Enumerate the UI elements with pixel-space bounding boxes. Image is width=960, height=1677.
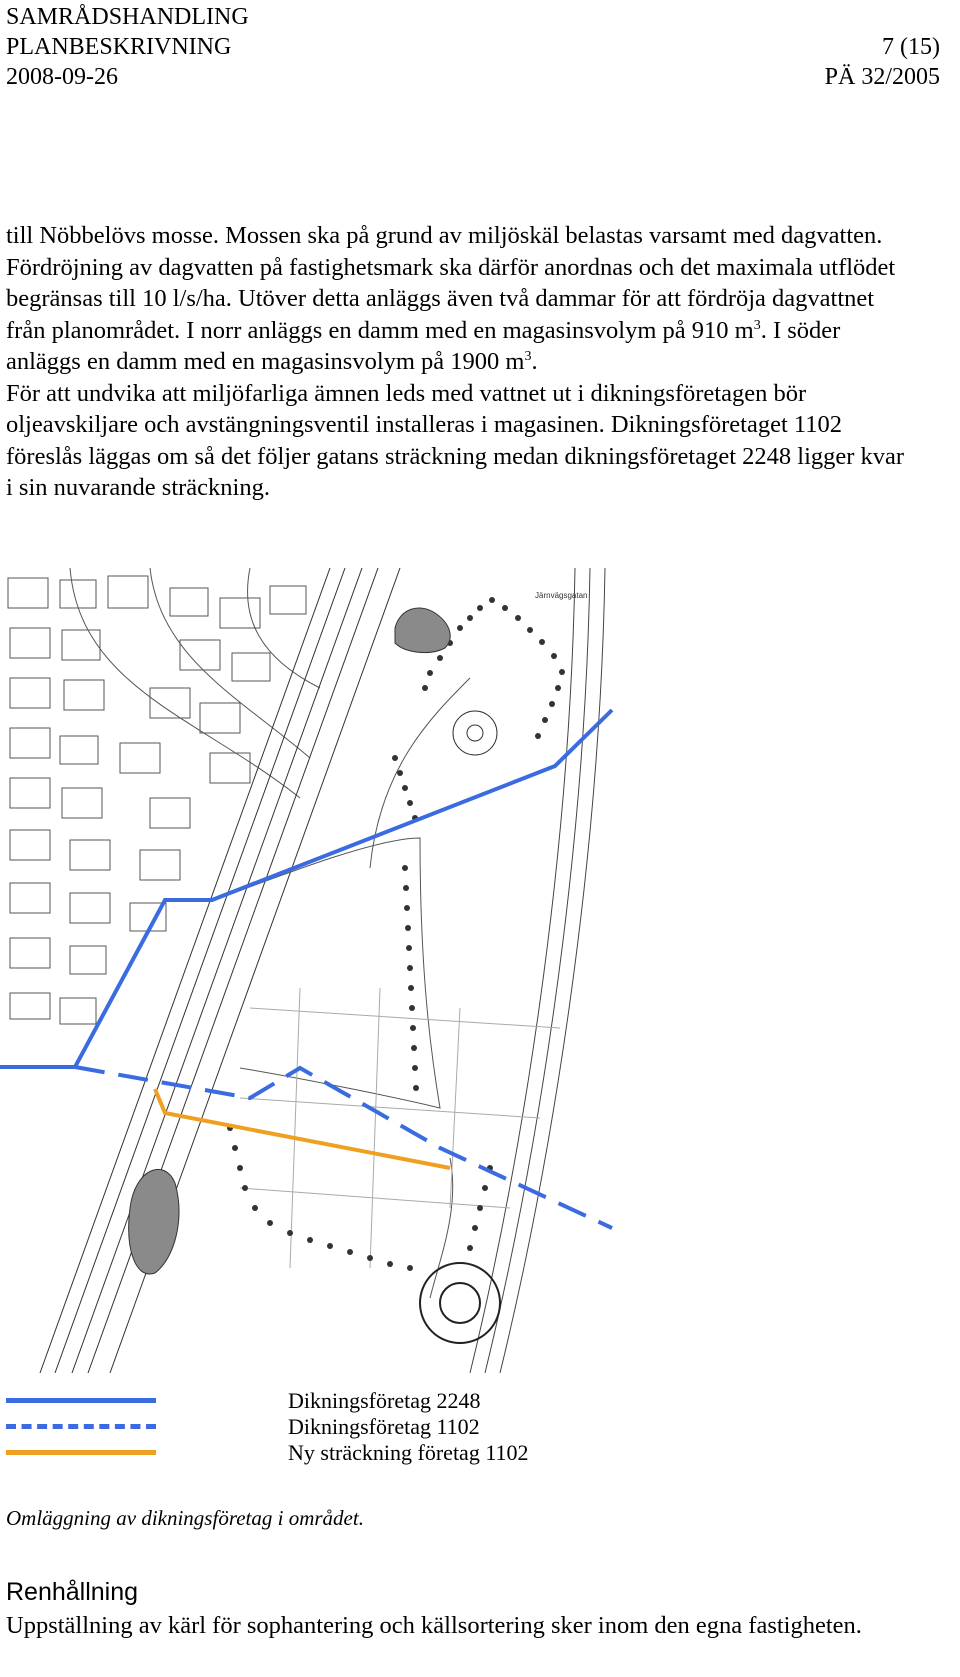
- street-label: Järnvägsgatan: [535, 591, 588, 600]
- legend-label-new-1102: Ny sträckning företag 1102: [288, 1440, 529, 1465]
- section-text: Uppställning av kärl för sophantering och källsortering sker inom den egna fastigheten.: [6, 1612, 862, 1639]
- doc-title: PLANBESKRIVNING: [6, 34, 232, 60]
- body-text: [6, 220, 906, 504]
- figure-caption: Omläggning av dikningsföretag i området.: [6, 1506, 364, 1530]
- page-number: 7 (15): [882, 34, 940, 60]
- legend-swatch-new-1102: [6, 1450, 156, 1455]
- site-plan-map: [0, 568, 615, 1373]
- legend-swatch-2248: [6, 1398, 156, 1403]
- legend-swatch-1102: [6, 1424, 156, 1429]
- paragraph-2: För att undvika att miljöfarliga ämnen leds med vattnet ut i dikningsföretagen bör oljeavskiljare och avstängningsventil installeras i magasinen. Dikningsföretaget 1102 föreslås läggas om så det följer gatans sträckning medan dikningsföretaget 2248 ligger kvar i sin nuvarande sträckning.: [6, 379, 905, 501]
- paragraph-1: till Nöbbelövs mosse. Mossen ska på grund av miljöskäl belastas varsamt med dagvatten. Fördröjning av dagvatten på fastighetsmark ska därför anordnas och det maximala utflödet begränsas till 10 l/s/ha. Utöver detta anläggs även två dammar för att fördröja dagvattnet från planområdet. I norr anläggs en damm med en magasinsvolym på 910 $m^3$. I söder anläggs en damm med en magasinsvolym på 1900 $m^3$.: [6, 222, 896, 375]
- legend-label-2248: Dikningsföretag 2248: [288, 1388, 481, 1413]
- doc-date: 2008-09-26: [6, 64, 118, 90]
- legend-label-1102: Dikningsföretag 1102: [288, 1414, 480, 1439]
- reference-number: PÄ 32/2005: [824, 64, 940, 90]
- doc-type: SAMRÅDSHANDLING: [6, 4, 249, 30]
- section-heading: Renhållning: [6, 1578, 139, 1606]
